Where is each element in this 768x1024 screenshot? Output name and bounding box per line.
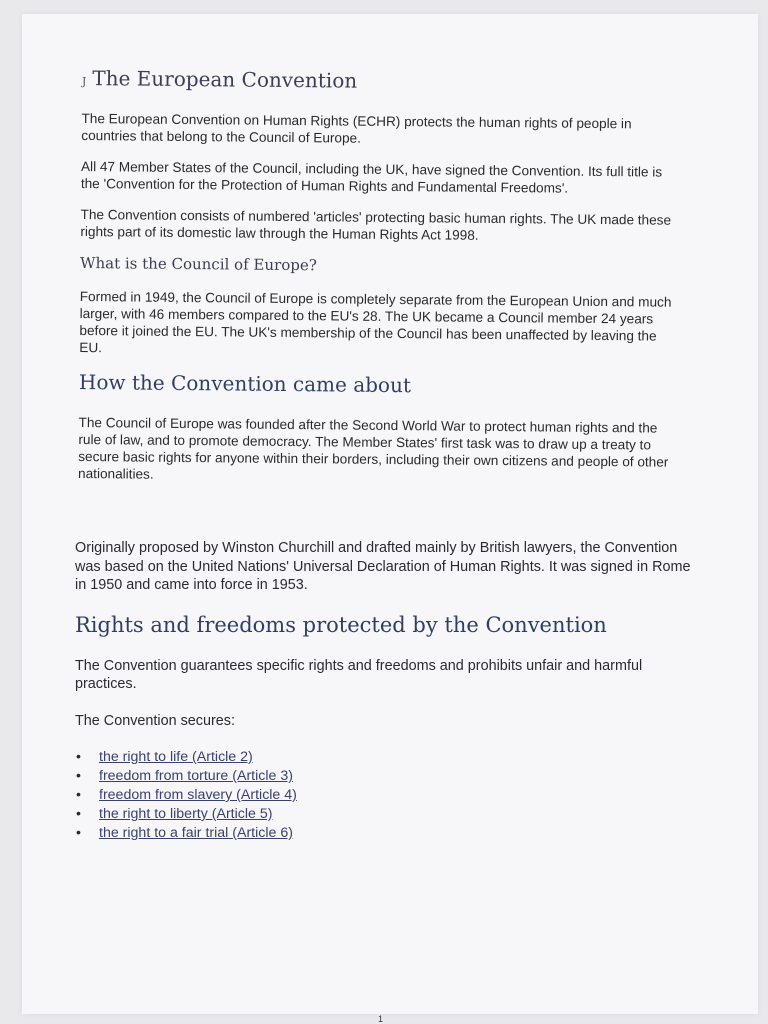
list-item — [99, 786, 695, 805]
intro-paragraph-1: The European Convention on Human Rights (ECHR) protects the human rights of people in countries that belong to the Council of Europe. — [81, 110, 632, 146]
origin-paragraph-2: Originally proposed by Winston Churchill and drafted mainly by British lawyers, the Convention was based on the United Nations' Universal Declaration of Human Rights. It was signed in Rome in 1950 and came into force in 1953. — [75, 540, 691, 593]
list-item — [99, 824, 695, 843]
rights-paragraph: The Convention guarantees specific rights and freedoms and prohibits unfair and harmful practices. — [75, 657, 643, 692]
rights-list — [75, 748, 695, 843]
list-item — [99, 767, 695, 786]
right-link-slavery[interactable]: freedom from slavery (Article 4) — [99, 787, 297, 803]
council-block — [79, 288, 678, 362]
title-mark: J — [81, 74, 87, 89]
right-link-life[interactable]: the right to life (Article 2) — [99, 749, 253, 765]
council-paragraph: Formed in 1949, the Council of Europe is completely separate from the European Union and much larger, with 46 members compared to the EU's 28. The UK became a Council member 24 years before it joined the EU. The UK's membership of the Council has been unaffected by leaving the EU. — [79, 288, 672, 356]
right-link-liberty[interactable]: the right to liberty (Article 5) — [99, 806, 273, 822]
document-title — [82, 66, 680, 96]
intro-block — [80, 110, 679, 246]
document-title-text: The European Convention — [92, 66, 358, 93]
right-link-torture[interactable]: freedom from torture (Article 3) — [99, 768, 293, 784]
origin-paragraph-1: The Council of Europe was founded after the Second World War to protect human rights and the rule of law, and to promote democracy. The Member States' first task was to draw up a treaty to secure basic rights for anyone within their borders, including their own citizens and people of other nationalities. — [78, 414, 669, 482]
rights-heading: Rights and freedoms protected by the Convention — [75, 612, 607, 637]
right-link-fair-trial[interactable]: the right to a fair trial (Article 6) — [99, 825, 293, 841]
intro-paragraph-3: The Convention consists of numbered 'articles' protecting basic human rights. The UK made these rights part of its domestic law through the Human Rights Act 1998. — [80, 206, 672, 243]
upper-section — [78, 66, 680, 502]
list-item — [99, 748, 695, 767]
origin-block — [78, 414, 677, 488]
page-number: 1 — [378, 1014, 384, 1024]
list-item — [99, 805, 695, 824]
secures-label: The Convention secures: — [75, 712, 235, 729]
origin-heading: How the Convention came about — [78, 369, 412, 398]
scanned-page — [22, 14, 758, 1024]
lower-section — [75, 539, 695, 843]
intro-paragraph-2: All 47 Member States of the Council, including the UK, have signed the Convention. Its full title is the 'Convention for the Protection of Human Rights and Fundamental Freedoms'. — [80, 158, 663, 196]
council-heading: What is the Council of Europe? — [80, 253, 317, 275]
